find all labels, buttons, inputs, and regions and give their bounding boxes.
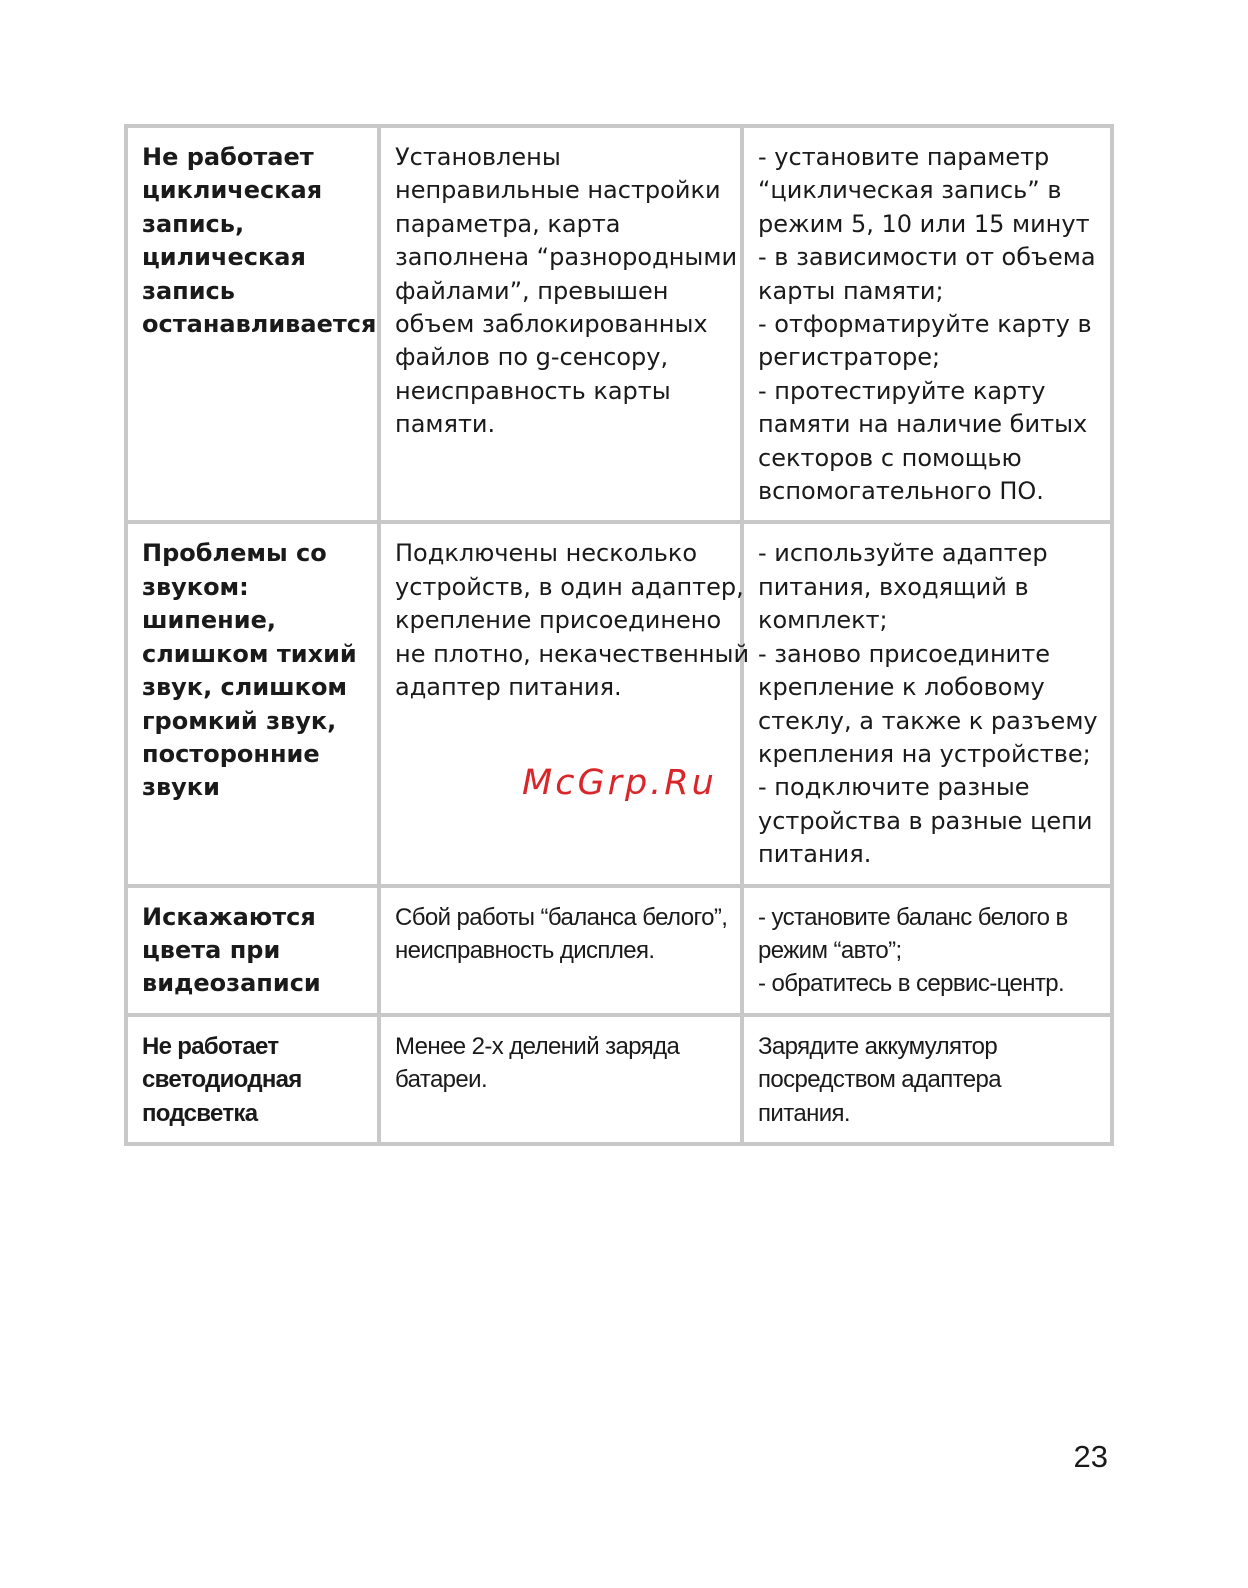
problem-cell — [126, 886, 379, 1015]
cause-line: файлов по g-сенсору, — [395, 343, 669, 372]
problem-cell — [126, 522, 379, 885]
solution-line: устройства в разные цепи — [758, 806, 1093, 835]
solution-line: секторов с помощью — [758, 443, 1022, 472]
table-row — [126, 886, 1112, 1015]
solution-line: памяти на наличие битых — [758, 410, 1088, 439]
problem-line: Искажаются — [142, 902, 316, 931]
problem-line: цилическая — [142, 243, 306, 272]
solution-line: - отформатируйте карту в — [758, 310, 1092, 339]
solution-line: питания. — [758, 840, 872, 869]
troubleshooting-table — [124, 124, 1114, 1146]
problem-line: шипение, — [142, 606, 276, 635]
problem-cell — [126, 1015, 379, 1144]
cause-cell — [379, 522, 750, 885]
cause-line: заполнена “разнородными — [395, 243, 738, 272]
solution-line: комплект; — [758, 606, 888, 635]
cause-line: памяти. — [395, 410, 496, 439]
cause-line: файлами”, превышен — [395, 276, 669, 305]
problem-line: светодиодная — [142, 1066, 302, 1094]
solution-line: - протестируйте карту — [758, 376, 1046, 405]
cause-line: Подключены несколько — [395, 539, 698, 568]
cause-line: объем заблокированных — [395, 310, 708, 339]
problem-line: циклическая — [142, 176, 323, 205]
solution-line: - используйте адаптер — [758, 539, 1048, 568]
solution-line: Зарядите аккумулятор — [758, 1032, 998, 1060]
solution-line: карты памяти; — [758, 276, 944, 305]
problem-line: звук, слишком — [142, 673, 348, 702]
cause-line: Установлены — [395, 143, 561, 171]
solution-line: режим “авто”; — [758, 936, 902, 964]
solution-cell — [742, 1015, 1112, 1144]
solution-line: питания. — [758, 1099, 850, 1127]
cause-cell — [379, 1015, 742, 1144]
cause-line: неисправность карты — [395, 376, 671, 405]
problem-line: запись — [142, 276, 235, 305]
watermark: McGrp.Ru — [522, 763, 717, 803]
cause-line: неправильные настройки — [395, 176, 721, 205]
problem-line: громкий звук, — [142, 706, 337, 735]
problem-line: видеозаписи — [142, 969, 321, 998]
solution-line: крепления на устройстве; — [758, 739, 1091, 768]
table-row — [126, 1015, 1112, 1144]
problem-line: звуки — [142, 773, 220, 802]
cause-line: Менее 2-х делений заряда — [395, 1032, 680, 1060]
cause-line: адаптер питания. — [395, 673, 622, 702]
page-number: 23 — [1073, 1439, 1108, 1474]
solution-cell — [742, 126, 1112, 522]
solution-line: - обратитесь в сервис-центр. — [758, 970, 1065, 998]
solution-line: крепление к лобовому — [758, 673, 1045, 702]
problem-line: останавливается — [142, 310, 377, 339]
cause-line: Сбой работы “баланса белого”, — [395, 903, 728, 931]
problem-line: посторонние — [142, 739, 320, 768]
solution-line: - в зависимости от объема — [758, 243, 1096, 272]
cause-line: крепление присоединено — [395, 606, 722, 635]
problem-line: подсветка — [142, 1099, 258, 1127]
cause-line: параметра, карта — [395, 209, 621, 238]
solution-line: стеклу, а также к разъему — [758, 706, 1098, 735]
solution-line: вспомогательного ПО. — [758, 477, 1044, 506]
solution-line: “циклическая запись” в — [758, 176, 1062, 205]
cause-line: неисправность дисплея. — [395, 936, 655, 964]
solution-line: - подключите разные — [758, 773, 1030, 802]
solution-cell — [742, 886, 1112, 1015]
solution-line: - заново присоедините — [758, 639, 1050, 668]
solution-line: режим 5, 10 или 15 минут — [758, 209, 1090, 238]
cause-cell — [379, 886, 742, 1015]
problem-line: звуком: — [142, 572, 249, 601]
cause-cell — [379, 126, 742, 522]
problem-line: Не работает — [142, 1032, 279, 1060]
table-row — [126, 522, 1112, 885]
problem-cell — [126, 126, 379, 522]
table-row — [126, 126, 1112, 522]
problem-line: Проблемы со — [142, 539, 327, 568]
cause-line: устройств, в один адаптер, — [395, 572, 744, 601]
problem-line: запись, — [142, 209, 245, 238]
solution-line: посредством адаптера — [758, 1066, 1001, 1094]
solution-line: питания, входящий в — [758, 572, 1029, 601]
solution-cell — [742, 522, 1112, 885]
problem-line: Не работает — [142, 143, 314, 171]
solution-line: - установите параметр — [758, 143, 1050, 171]
cause-line: батареи. — [395, 1066, 488, 1094]
cause-line: не плотно, некачественный — [395, 639, 750, 668]
solution-line: регистраторе; — [758, 343, 941, 372]
problem-line: слишком тихий — [142, 639, 357, 668]
problem-line: цвета при — [142, 935, 281, 964]
solution-line: - установите баланс белого в — [758, 903, 1068, 931]
